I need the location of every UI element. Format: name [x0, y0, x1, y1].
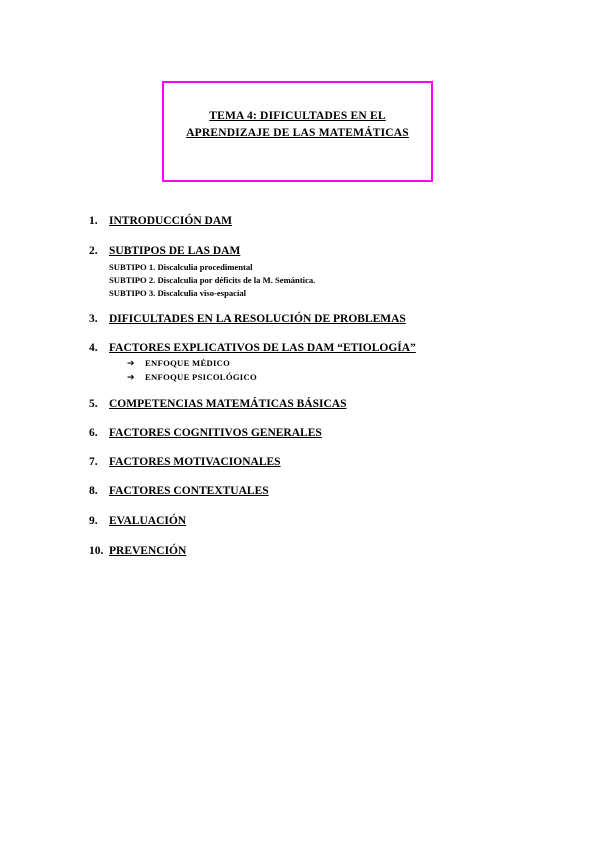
- title-line-2: APRENDIZAJE DE LAS MATEMÁTICAS: [186, 127, 409, 139]
- toc-item-factores-motivacionales: [89, 456, 281, 468]
- toc-item-introduccion: [89, 215, 232, 227]
- toc-item-number: 4.: [89, 342, 98, 354]
- toc-item-factores-contextuales: [89, 485, 269, 497]
- approach-item-psicologico: [127, 372, 257, 383]
- title-line-1: TEMA 4: DIFICULTADES EN EL: [209, 110, 386, 122]
- toc-item-competencias: [89, 398, 347, 410]
- toc-item-number: 5.: [89, 398, 98, 410]
- toc-item-label: INTRODUCCIÓN DAM: [109, 215, 232, 227]
- toc-item-label: FACTORES EXPLICATIVOS DE LAS DAM “ETIOLOGÍA”: [109, 342, 416, 354]
- toc-item-label: EVALUACIÓN: [109, 515, 187, 527]
- toc-item-number: 8.: [89, 485, 98, 497]
- subtype-line: SUBTIPO 2. Discalculia por déficits de la M. Semántica.: [109, 275, 316, 285]
- toc-item-prevencion: [89, 545, 186, 557]
- subtype-line: SUBTIPO 3. Discalculia viso-espacial: [109, 288, 247, 298]
- approach-item-medico: [127, 358, 230, 369]
- toc-item-number: 3.: [89, 313, 98, 325]
- approach-label: ENFOQUE PSICOLÓGICO: [145, 372, 257, 382]
- toc-item-subtipos: [89, 245, 240, 257]
- approach-label: ENFOQUE MÉDICO: [145, 358, 231, 368]
- toc-item-label: FACTORES COGNITIVOS GENERALES: [109, 427, 322, 439]
- toc-item-evaluacion: [89, 515, 186, 527]
- toc-item-number: 10.: [89, 545, 104, 557]
- toc-item-label: SUBTIPOS DE LAS DAM: [109, 245, 241, 257]
- arrow-right-icon: ➔: [127, 373, 135, 383]
- toc-item-number: 7.: [89, 456, 98, 468]
- toc-item-factores-explicativos: [89, 342, 416, 354]
- toc-item-resolucion-problemas: [89, 313, 406, 325]
- toc-item-label: DIFICULTADES EN LA RESOLUCIÓN DE PROBLEMAS: [109, 313, 406, 325]
- toc-item-label: FACTORES MOTIVACIONALES: [109, 456, 281, 468]
- toc-item-number: 9.: [89, 515, 98, 527]
- toc-item-number: 2.: [89, 245, 98, 257]
- title-box: [162, 81, 433, 182]
- subtype-line: SUBTIPO 1. Discalculia procedimental: [109, 262, 253, 272]
- arrow-right-icon: ➔: [127, 359, 135, 369]
- toc-item-label: PREVENCIÓN: [109, 545, 187, 557]
- toc-item-label: COMPETENCIAS MATEMÁTICAS BÁSICAS: [109, 398, 347, 410]
- toc-item-label: FACTORES CONTEXTUALES: [109, 485, 269, 497]
- toc-item-number: 1.: [89, 215, 98, 227]
- toc-item-factores-cognitivos: [89, 427, 322, 439]
- toc-item-number: 6.: [89, 427, 98, 439]
